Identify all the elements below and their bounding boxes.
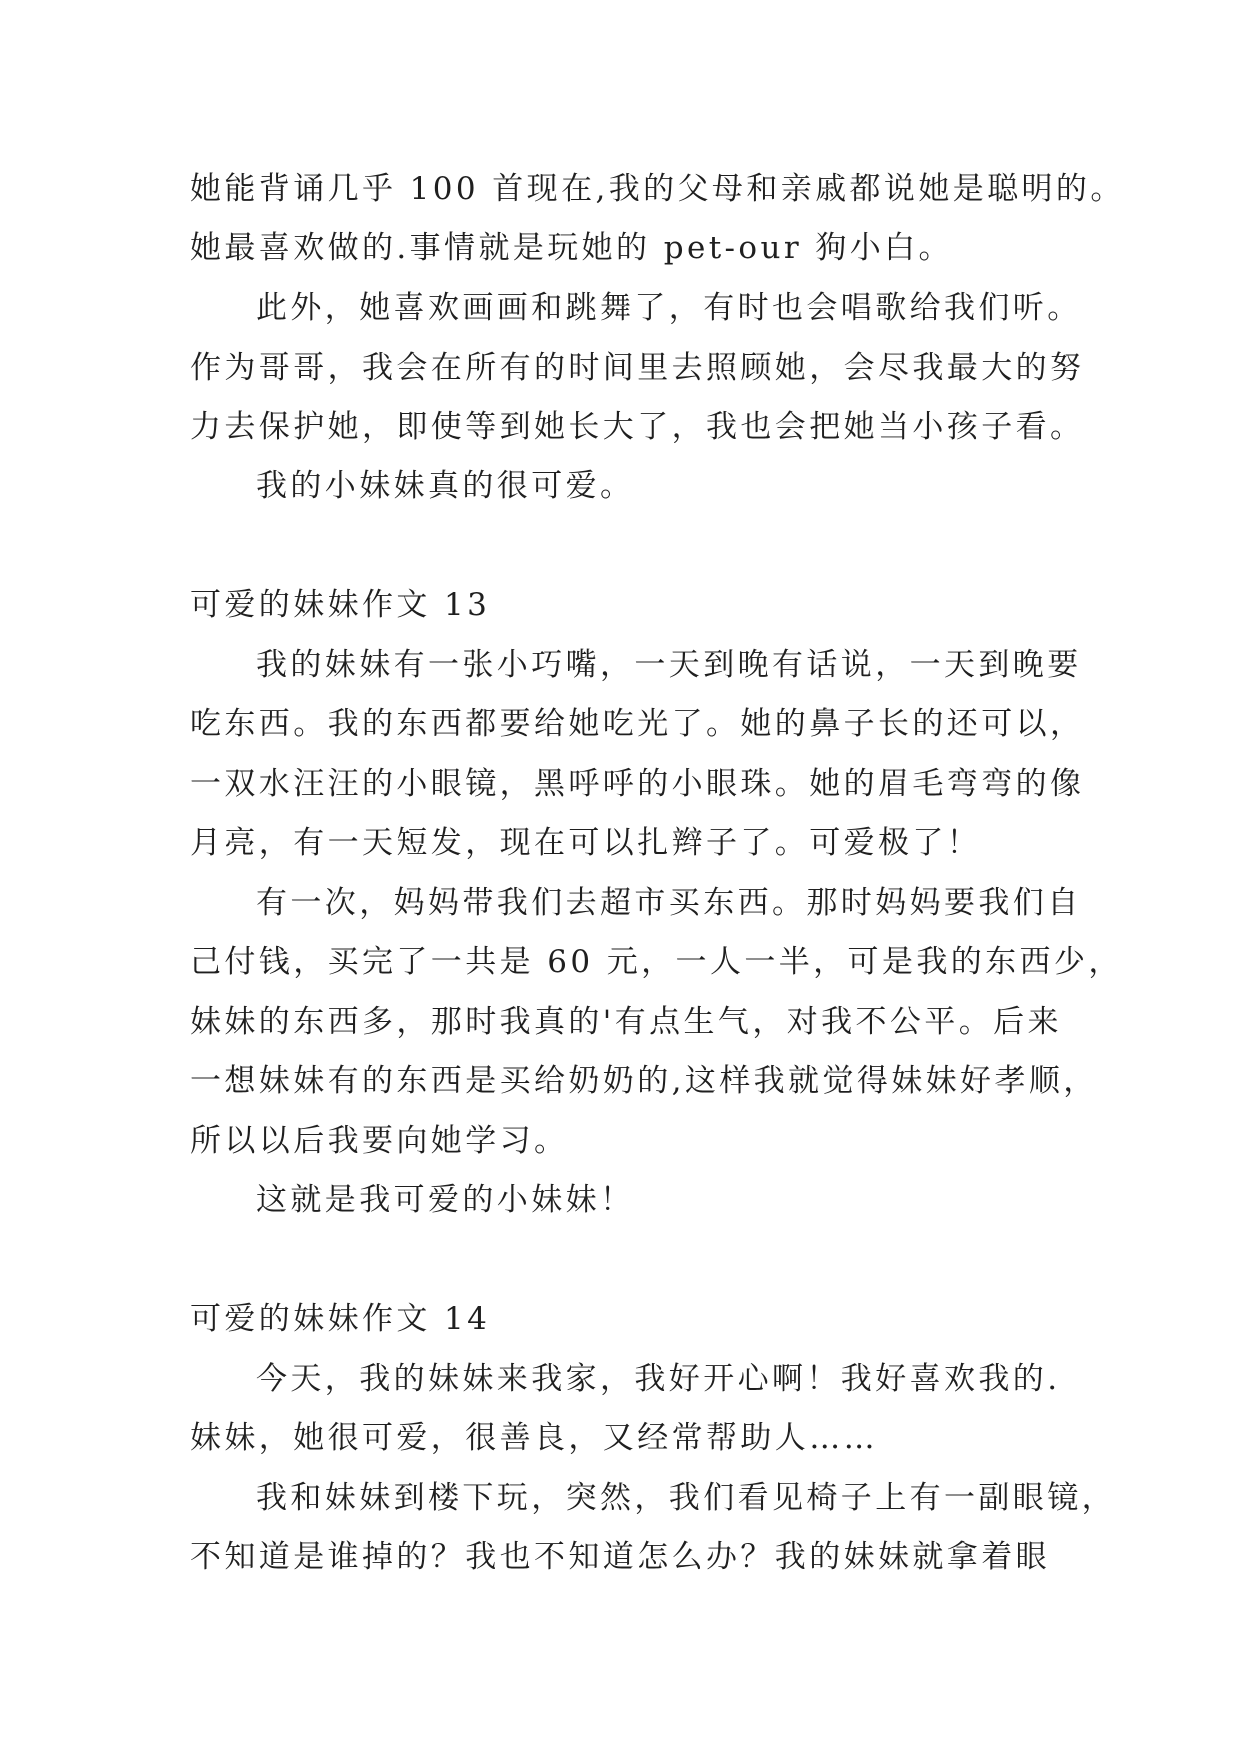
text-line: 有一次，妈妈带我们去超市买东西。那时妈妈要我们自 [256,885,1082,921]
text-line: 一想妹妹有的东西是买给奶奶的,这样我就觉得妹妹好孝顺， [190,1063,1098,1099]
text-line: 不知道是谁掉的？我也不知道怎么办？我的妹妹就拿着眼 [190,1539,1050,1575]
text-line: 我和妹妹到楼下玩，突然，我们看见椅子上有一副眼镜， [256,1480,1116,1516]
text-line: 一双水汪汪的小眼镜，黑呼呼的小眼珠。她的眉毛弯弯的像 [190,766,1085,802]
text-line: 作为哥哥，我会在所有的时间里去照顾她，会尽我最大的努 [190,350,1085,386]
text-line: 妹妹，她很可爱，很善良，又经常帮助人…… [190,1420,878,1456]
section-heading: 可爱的妹妹作文 13 [190,587,491,623]
text-line: 这就是我可爱的小妹妹！ [256,1182,635,1218]
text-line: 今天，我的妹妹来我家，我好开心啊！我好喜欢我的. [256,1361,1061,1397]
text-line: 吃东西。我的东西都要给她吃光了。她的鼻子长的还可以， [190,706,1085,742]
text-line: 己付钱，买完了一共是 60 元，一人一半，可是我的东西少， [190,944,1123,980]
section-heading: 可爱的妹妹作文 14 [190,1301,491,1337]
text-line: 我的小妹妹真的很可爱。 [256,468,635,504]
text-line: 我的妹妹有一张小巧嘴，一天到晚有话说，一天到晚要 [256,647,1082,683]
text-line: 力去保护她，即使等到她长大了，我也会把她当小孩子看。 [190,409,1085,445]
text-line: 此外，她喜欢画画和跳舞了，有时也会唱歌给我们听。 [256,290,1082,326]
text-line: 妹妹的东西多，那时我真的'有点生气，对我不公平。后来 [190,1004,1062,1040]
text-line: 所以以后我要向她学习。 [190,1123,569,1159]
text-line: 她能背诵几乎 100 首现在,我的父母和亲戚都说她是聪明的。 [190,171,1125,207]
text-line: 她最喜欢做的.事情就是玩她的 pet-our 狗小白。 [190,230,953,266]
text-line: 月亮，有一天短发，现在可以扎辫子了。可爱极了！ [190,825,982,861]
